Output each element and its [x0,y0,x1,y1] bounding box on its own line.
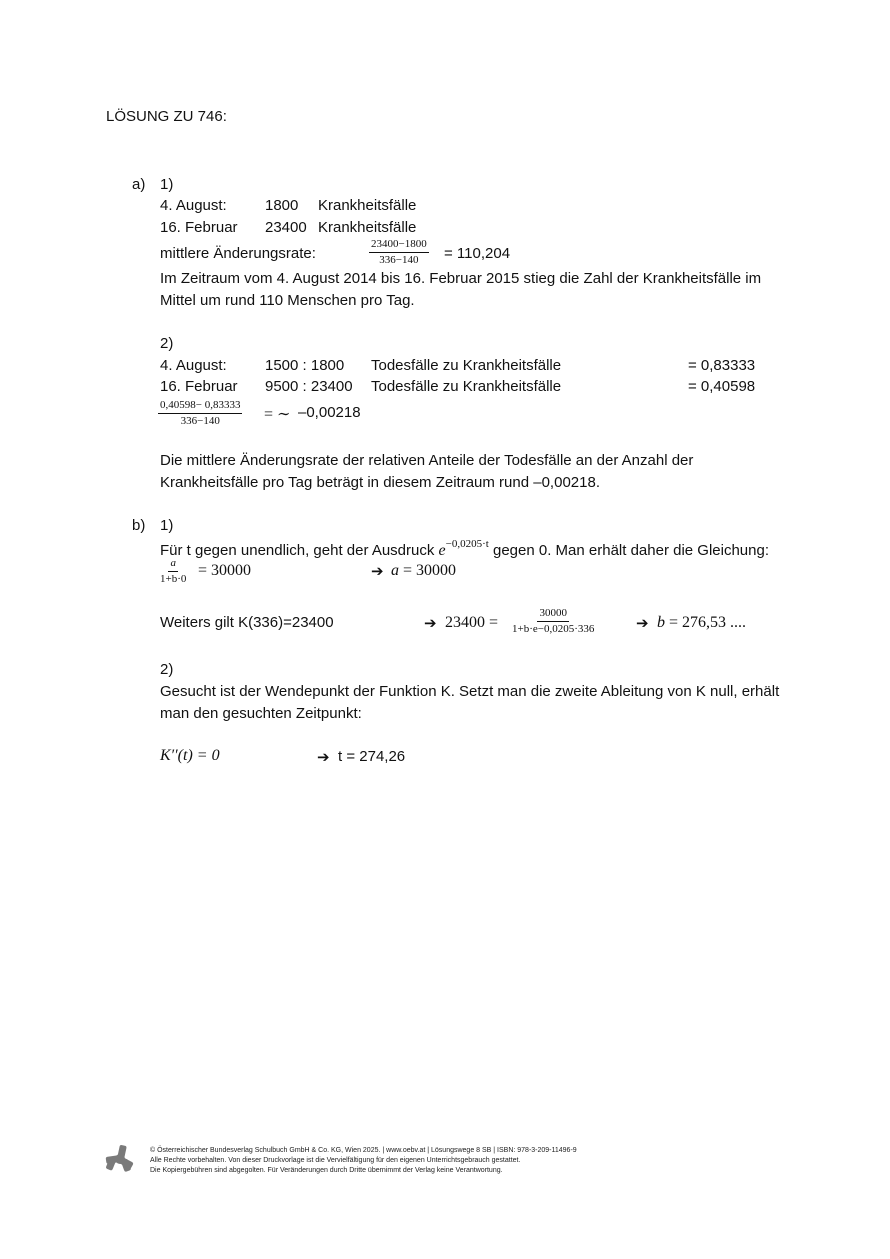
a2-text-line1: Die mittlere Änderungsrate der relativen Anteile der Todesfälle an der Anzahl der [160,452,694,469]
a1-row2-date: 16. Februar [160,219,238,236]
fraction-numerator: a [168,557,178,572]
a2-row1-desc: Todesfälle zu Krankheitsfälle [371,357,562,374]
a2-row1-date: 4. August: [160,357,227,374]
b1-res1 [391,562,456,580]
a2-eq-result: –0,00218 [298,404,361,421]
a1-row1-date: 4. August: [160,197,227,214]
fraction-numerator: 23400−1800 [369,238,429,253]
footer-line2: Alle Rechte vorbehalten. Von dieser Druckvorlage ist die Vervielfältigung für den eigenen Unterrichtsgebrauch gestattet. [150,1157,521,1164]
a2-equals-approx: = ∼ [264,406,291,423]
b1-weiters: Weiters gilt K(336)=23400 [160,614,334,631]
fraction-denominator: 1+b·e−0,0205·336 [512,623,595,635]
b1-eq1: = 30000 [198,562,252,579]
a1-rate-result: = 110,204 [444,245,511,262]
fraction-numerator: 0,40598− 0,83333 [158,399,242,414]
footer-line1: © Österreichischer Bundesverlag Schulbuch GmbH & Co. KG, Wien 2025. | www.oebv.at | Lösungswege 8 SB | ISBN: 978-3-209-11496-9 [150,1147,577,1154]
b1-res1-var: a [391,562,399,579]
a1-rate-label: mittlere Änderungsrate: [160,245,316,262]
b1-eq2-lhs: 23400 = [445,614,499,631]
b1-exp-base: e [438,542,446,559]
b1-text [160,540,769,560]
part-a1-label: 1) [160,176,174,193]
a2-fraction [158,399,242,428]
b2-eq-lhs: K′′(t) = 0 [160,747,220,764]
fraction-denominator: 336−140 [180,415,220,427]
part-b2-label: 2) [160,661,174,678]
b1-fraction1 [158,557,188,586]
b2-eq-rhs: t = 274,26 [338,748,406,765]
a1-row2-value: 23400 [265,219,307,236]
arrow-icon: ➔ [424,614,437,632]
a2-text-line2: Krankheitsfälle pro Tag beträgt in diesem Zeitraum rund –0,00218. [160,474,600,491]
a2-row2-ratio: 9500 : 23400 [265,378,353,395]
b1-res1-value: = 30000 [399,562,457,579]
b1-exp-power: −0,0205·t [445,538,489,550]
a2-row1-result: = 0,83333 [688,357,756,374]
b1-res2 [657,614,746,632]
a2-row1-ratio: 1500 : 1800 [265,357,345,374]
arrow-icon: ➔ [636,614,649,632]
a2-row2-result: = 0,40598 [688,378,756,395]
fraction-denominator: 1+b·0 [160,573,187,585]
a1-text-line1: Im Zeitraum vom 4. August 2014 bis 16. Februar 2015 stieg die Zahl der Krankheitsfälle im [160,270,762,287]
part-b1-label: 1) [160,517,174,534]
footer [150,1146,577,1176]
a2-row2-date: 16. Februar [160,378,238,395]
part-a2-label: 2) [160,335,174,352]
a1-text-line2: Mittel um rund 110 Menschen pro Tag. [160,292,415,309]
b1-text-post: gegen 0. Man erhält daher die Gleichung: [492,542,770,559]
a1-row2-desc: Krankheitsfälle [318,219,417,236]
a1-row1-desc: Krankheitsfälle [318,197,417,214]
b1-fraction2 [510,607,596,636]
page-title: LÖSUNG ZU 746: [106,108,227,125]
fraction-numerator: 30000 [537,607,569,622]
publisher-logo [105,1144,135,1174]
b2-text-line2: man den gesuchten Zeitpunkt: [160,705,362,722]
arrow-icon: ➔ [371,562,384,580]
part-a-label: a) [132,176,146,193]
part-b-label: b) [132,517,146,534]
b1-res2-var: b [657,614,665,631]
b1-text-pre: Für t gegen unendlich, geht der Ausdruck [160,542,435,559]
a1-row1-value: 1800 [265,197,299,214]
a2-row2-desc: Todesfälle zu Krankheitsfälle [371,378,562,395]
b2-text-line1: Gesucht ist der Wendepunkt der Funktion K. Setzt man die zweite Ableitung von K null, erhält [160,683,780,700]
asterisk-logo-icon [105,1144,135,1174]
arrow-icon: ➔ [317,748,330,766]
b1-res2-value: = 276,53 .... [665,614,747,631]
a1-rate-fraction [369,238,429,267]
fraction-denominator: 336−140 [379,254,419,266]
footer-line3: Die Kopiergebühren sind abgegolten. Für Veränderungen durch Dritte übernimmt der Verlag keine Verantwortung. [150,1167,503,1174]
